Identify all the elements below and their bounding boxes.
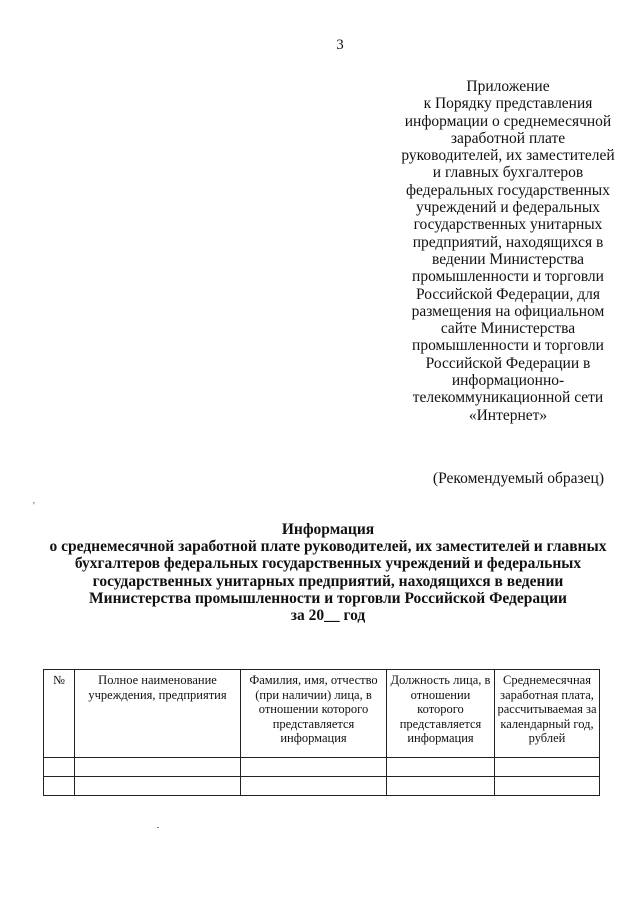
appendix-line: размещения на официальном — [411, 302, 605, 320]
title-year-line: за 20__ год — [290, 607, 366, 625]
page-number: 3 — [336, 37, 344, 53]
table-cell[interactable] — [387, 758, 495, 777]
title-heading: Информация — [281, 521, 375, 538]
appendix-line: государственных унитарных — [413, 216, 603, 234]
appendix-line: «Интернет» — [468, 406, 548, 424]
appendix-line: и главных бухгалтеров — [432, 164, 584, 182]
appendix-block — [388, 78, 628, 424]
info-table — [43, 669, 600, 796]
appendix-line: сайте Министерства — [440, 320, 576, 338]
appendix-line: информационно- — [451, 372, 565, 390]
table-cell[interactable] — [44, 758, 75, 777]
column-header-number: № — [44, 670, 75, 758]
scan-speck — [157, 827, 159, 828]
table-cell[interactable] — [241, 758, 387, 777]
column-header-salary: Среднемесячная заработная плата, рассчитываемая за календарный год, рублей — [495, 670, 600, 758]
title-line: Министерства промышленности и торговли Российской Федерации — [89, 589, 567, 607]
table-header-row — [44, 670, 600, 758]
appendix-line: информации о среднемесячной — [404, 112, 612, 130]
appendix-line: к Порядку представления — [423, 95, 593, 113]
table-row — [44, 777, 600, 796]
appendix-line: телекоммуникационной сети — [412, 389, 604, 407]
title-line: бухгалтеров федеральных государственных учреждений и федеральных — [74, 555, 582, 573]
appendix-line: федеральных государственных — [406, 181, 610, 199]
appendix-line: руководителей, их заместителей — [401, 147, 615, 165]
appendix-line: ведении Министерства — [431, 250, 585, 268]
appendix-line: Российской Федерации, для — [416, 285, 600, 303]
title-line: государственных унитарных предприятий, находящихся в ведении — [92, 572, 564, 590]
appendix-line: заработной плате — [450, 129, 566, 147]
appendix-line: промышленности и торговли — [412, 337, 604, 355]
table-cell[interactable] — [495, 758, 600, 777]
document-title — [0, 521, 640, 624]
title-line: о среднемесячной заработной плате руководителей, их заместителей и главных — [49, 538, 607, 556]
appendix-line: Приложение — [466, 78, 550, 95]
table-cell[interactable] — [387, 777, 495, 796]
appendix-line: Российской Федерации в — [425, 354, 591, 372]
column-header-organization: Полное наименование учреждения, предприятия — [75, 670, 241, 758]
table-row — [44, 758, 600, 777]
appendix-line: промышленности и торговли — [412, 268, 604, 286]
table-cell[interactable] — [75, 758, 241, 777]
table-cell[interactable] — [75, 777, 241, 796]
sample-note: (Рекомендуемый образец) — [432, 470, 604, 487]
column-header-full-name: Фамилия, имя, отчество (при наличии) лица, в отношении которого представляется информация — [241, 670, 387, 758]
table-cell[interactable] — [241, 777, 387, 796]
stray-mark: ' — [33, 501, 35, 512]
appendix-line: предприятий, находящихся в — [412, 233, 604, 251]
appendix-line: учреждений и федеральных — [415, 199, 601, 217]
table-cell[interactable] — [495, 777, 600, 796]
table-cell[interactable] — [44, 777, 75, 796]
column-header-position: Должность лица, в отношении которого представляется информация — [387, 670, 495, 758]
